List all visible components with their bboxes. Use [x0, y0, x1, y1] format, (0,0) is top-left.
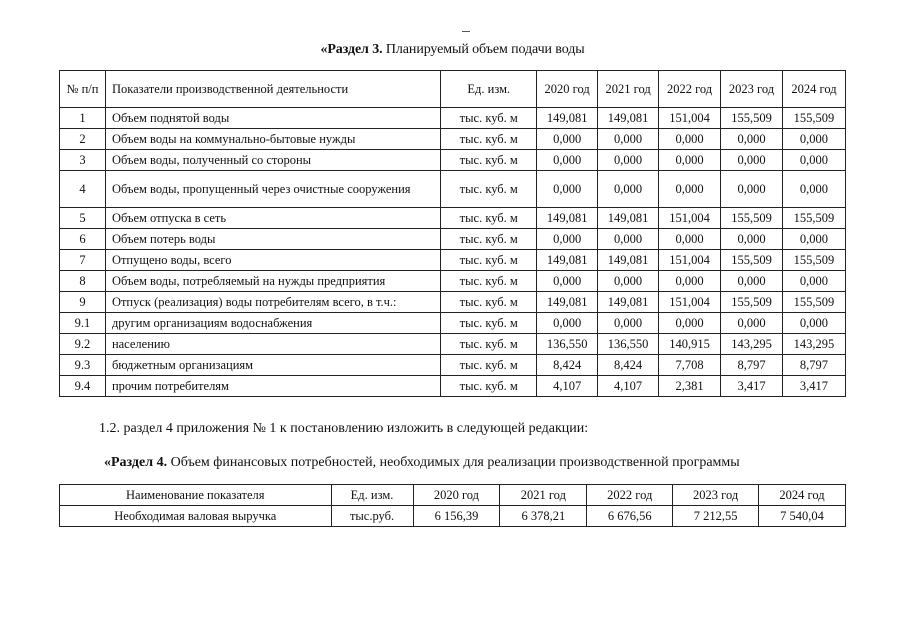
row-unit: тыс. куб. м — [441, 355, 537, 376]
row-unit: тыс. куб. м — [441, 334, 537, 355]
row-value-2022: 0,000 — [659, 171, 721, 208]
section4-title-bold: «Раздел 4. — [104, 455, 168, 470]
row-value-2023: 7 212,55 — [673, 506, 759, 527]
row-value-2021: 8,424 — [598, 355, 659, 376]
header-year-2020: 2020 год — [537, 71, 598, 108]
row-value-2024: 143,295 — [782, 334, 845, 355]
row-value-2021: 149,081 — [598, 292, 659, 313]
row-unit: тыс. куб. м — [441, 292, 537, 313]
row-indicator: Объем поднятой воды — [105, 108, 440, 129]
row-value-2020: 0,000 — [537, 129, 598, 150]
header-unit: Ед. изм. — [441, 71, 537, 108]
row-unit: тыс.руб. — [331, 506, 413, 527]
row-value-2022: 151,004 — [659, 250, 721, 271]
table-row — [60, 129, 846, 150]
table-header-row — [60, 485, 846, 506]
table-row — [60, 271, 846, 292]
row-value-2024: 7 540,04 — [759, 506, 846, 527]
section4-title-text: Объем финансовых потребностей, необходимых для реализации производственной программы — [167, 455, 740, 470]
table-row — [60, 355, 846, 376]
row-value-2024: 0,000 — [782, 229, 845, 250]
row-value-2024: 0,000 — [782, 150, 845, 171]
row-value-2021: 0,000 — [598, 271, 659, 292]
row-value-2023: 3,417 — [721, 376, 783, 397]
header-year-2021: 2021 год — [598, 71, 659, 108]
row-value-2021: 0,000 — [598, 313, 659, 334]
row-num: 3 — [60, 150, 106, 171]
row-unit: тыс. куб. м — [441, 171, 537, 208]
header-year-2022: 2022 год — [587, 485, 673, 506]
row-value-2023: 155,509 — [721, 292, 783, 313]
section3-title — [0, 42, 905, 58]
header-year-2024: 2024 год — [759, 485, 846, 506]
row-value-2023: 0,000 — [721, 271, 783, 292]
row-unit: тыс. куб. м — [441, 150, 537, 171]
row-value-2021: 4,107 — [598, 376, 659, 397]
row-unit: тыс. куб. м — [441, 229, 537, 250]
row-indicator: Объем воды, пропущенный через очистные сооружения — [105, 171, 440, 208]
row-name: Необходимая валовая выручка — [60, 506, 332, 527]
row-num: 9.4 — [60, 376, 106, 397]
table-row — [60, 208, 846, 229]
row-value-2021: 149,081 — [598, 108, 659, 129]
table-row — [60, 150, 846, 171]
row-value-2022: 6 676,56 — [587, 506, 673, 527]
row-indicator: Объем воды на коммунально-бытовые нужды — [105, 129, 440, 150]
row-value-2021: 0,000 — [598, 229, 659, 250]
row-unit: тыс. куб. м — [441, 250, 537, 271]
row-value-2022: 0,000 — [659, 129, 721, 150]
header-indicator: Показатели производственной деятельности — [105, 71, 440, 108]
row-value-2020: 149,081 — [537, 250, 598, 271]
scan-mark — [462, 31, 470, 32]
header-name: Наименование показателя — [60, 485, 332, 506]
row-value-2023: 0,000 — [721, 229, 783, 250]
paragraph-1-2: 1.2. раздел 4 приложения № 1 к постановлению изложить в следующей редакции: — [99, 421, 589, 436]
row-unit: тыс. куб. м — [441, 108, 537, 129]
row-indicator: прочим потребителям — [105, 376, 440, 397]
water-supply-table — [59, 70, 846, 397]
row-value-2021: 0,000 — [598, 171, 659, 208]
row-value-2024: 0,000 — [782, 171, 845, 208]
row-value-2020: 6 156,39 — [413, 506, 500, 527]
row-value-2023: 0,000 — [721, 171, 783, 208]
row-indicator: другим организациям водоснабжения — [105, 313, 440, 334]
row-unit: тыс. куб. м — [441, 129, 537, 150]
table-row — [60, 313, 846, 334]
row-value-2023: 0,000 — [721, 129, 783, 150]
row-value-2024: 8,797 — [782, 355, 845, 376]
row-value-2024: 0,000 — [782, 313, 845, 334]
row-value-2021: 0,000 — [598, 150, 659, 171]
row-value-2024: 0,000 — [782, 129, 845, 150]
row-value-2021: 149,081 — [598, 250, 659, 271]
table-row — [60, 292, 846, 313]
row-num: 7 — [60, 250, 106, 271]
row-indicator: Отпуск (реализация) воды потребителям всего, в т.ч.: — [105, 292, 440, 313]
row-unit: тыс. куб. м — [441, 313, 537, 334]
row-value-2021: 6 378,21 — [500, 506, 587, 527]
row-value-2022: 0,000 — [659, 271, 721, 292]
row-value-2024: 155,509 — [782, 250, 845, 271]
row-value-2023: 143,295 — [721, 334, 783, 355]
row-num: 8 — [60, 271, 106, 292]
row-num: 9 — [60, 292, 106, 313]
row-value-2024: 155,509 — [782, 292, 845, 313]
row-value-2022: 151,004 — [659, 292, 721, 313]
row-value-2024: 0,000 — [782, 271, 845, 292]
row-value-2022: 0,000 — [659, 313, 721, 334]
row-num: 6 — [60, 229, 106, 250]
table-row — [60, 108, 846, 129]
row-indicator: Объем потерь воды — [105, 229, 440, 250]
row-value-2020: 8,424 — [537, 355, 598, 376]
financial-needs-table — [59, 484, 846, 527]
header-year-2022: 2022 год — [659, 71, 721, 108]
row-num: 9.2 — [60, 334, 106, 355]
section3-title-bold: «Раздел 3. — [320, 42, 383, 57]
row-indicator: Объем воды, полученный со стороны — [105, 150, 440, 171]
row-unit: тыс. куб. м — [441, 208, 537, 229]
row-value-2024: 155,509 — [782, 208, 845, 229]
row-value-2023: 0,000 — [721, 313, 783, 334]
row-value-2022: 0,000 — [659, 229, 721, 250]
table-row — [60, 250, 846, 271]
row-value-2023: 8,797 — [721, 355, 783, 376]
row-num: 2 — [60, 129, 106, 150]
header-year-2023: 2023 год — [673, 485, 759, 506]
row-indicator: бюджетным организациям — [105, 355, 440, 376]
row-num: 9.3 — [60, 355, 106, 376]
row-value-2020: 149,081 — [537, 108, 598, 129]
header-num: № п/п — [60, 71, 106, 108]
row-indicator: Объем воды, потребляемый на нужды предприятия — [105, 271, 440, 292]
section4-title — [104, 455, 740, 471]
row-indicator: Объем отпуска в сеть — [105, 208, 440, 229]
row-unit: тыс. куб. м — [441, 271, 537, 292]
row-value-2024: 155,509 — [782, 108, 845, 129]
row-value-2020: 0,000 — [537, 229, 598, 250]
row-value-2021: 149,081 — [598, 208, 659, 229]
row-value-2020: 136,550 — [537, 334, 598, 355]
header-year-2023: 2023 год — [721, 71, 783, 108]
header-unit: Ед. изм. — [331, 485, 413, 506]
row-value-2024: 3,417 — [782, 376, 845, 397]
table-row — [60, 506, 846, 527]
row-value-2023: 0,000 — [721, 150, 783, 171]
row-value-2022: 0,000 — [659, 150, 721, 171]
header-year-2024: 2024 год — [782, 71, 845, 108]
row-value-2020: 149,081 — [537, 292, 598, 313]
row-value-2021: 0,000 — [598, 129, 659, 150]
row-value-2020: 0,000 — [537, 313, 598, 334]
row-value-2020: 4,107 — [537, 376, 598, 397]
row-value-2022: 151,004 — [659, 208, 721, 229]
row-unit: тыс. куб. м — [441, 376, 537, 397]
table-row — [60, 171, 846, 208]
row-num: 5 — [60, 208, 106, 229]
row-num: 4 — [60, 171, 106, 208]
row-indicator: Отпущено воды, всего — [105, 250, 440, 271]
row-value-2023: 155,509 — [721, 250, 783, 271]
table-row — [60, 334, 846, 355]
row-value-2020: 0,000 — [537, 271, 598, 292]
row-value-2020: 0,000 — [537, 150, 598, 171]
row-value-2022: 151,004 — [659, 108, 721, 129]
row-value-2021: 136,550 — [598, 334, 659, 355]
row-value-2023: 155,509 — [721, 108, 783, 129]
table-row — [60, 229, 846, 250]
row-value-2022: 7,708 — [659, 355, 721, 376]
header-year-2020: 2020 год — [413, 485, 500, 506]
section3-title-text: Планируемый объем подачи воды — [382, 42, 585, 57]
row-indicator: населению — [105, 334, 440, 355]
row-num: 1 — [60, 108, 106, 129]
row-value-2022: 2,381 — [659, 376, 721, 397]
table-header-row — [60, 71, 846, 108]
row-value-2023: 155,509 — [721, 208, 783, 229]
table-row — [60, 376, 846, 397]
row-value-2022: 140,915 — [659, 334, 721, 355]
row-value-2020: 149,081 — [537, 208, 598, 229]
row-num: 9.1 — [60, 313, 106, 334]
header-year-2021: 2021 год — [500, 485, 587, 506]
row-value-2020: 0,000 — [537, 171, 598, 208]
